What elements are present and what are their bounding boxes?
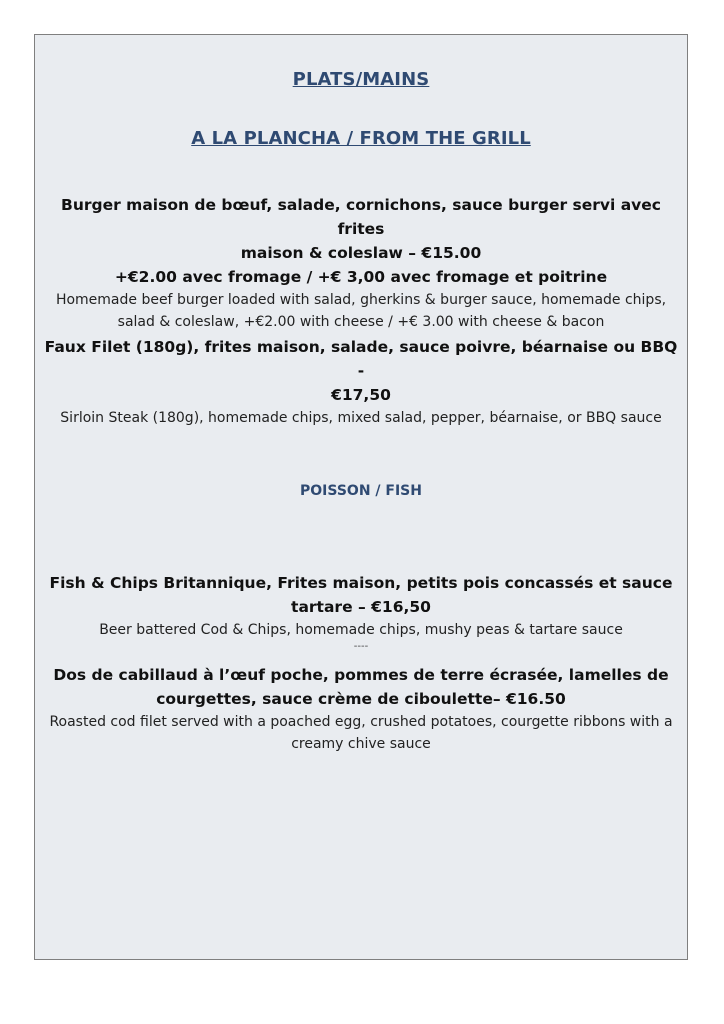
dish-description-en: creamy chive sauce <box>291 736 431 752</box>
menu-page <box>34 34 688 960</box>
dish-description-en: Roasted cod filet served with a poached egg, crushed potatoes, courgette ribbons with a <box>49 714 673 730</box>
dish-description-en: Homemade beef burger loaded with salad, gherkins & burger sauce, homemade chips, <box>55 292 667 308</box>
item-separator: ---- <box>353 641 369 652</box>
page-title: PLATS/MAINS <box>292 69 430 90</box>
dish-name-fr: tartare – €16,50 <box>291 598 431 616</box>
menu-item-faux-filet <box>43 335 679 429</box>
menu-item-burger <box>43 193 679 333</box>
menu-item-fish-and-chips <box>43 571 679 653</box>
dish-description-en: Beer battered Cod & Chips, homemade chips, mushy peas & tartare sauce <box>99 622 623 638</box>
dish-name-fr: Faux Filet (180g), frites maison, salade, sauce poivre, béarnaise ou BBQ - <box>44 338 678 380</box>
dish-name-fr: courgettes, sauce crème de ciboulette– €16.50 <box>156 690 566 708</box>
dish-name-fr: Dos de cabillaud à l’œuf poche, pommes de terre écrasée, lamelles de <box>53 666 669 684</box>
dish-price: €17,50 <box>331 386 391 404</box>
grill-section-title: A LA PLANCHA / FROM THE GRILL <box>191 128 531 149</box>
dish-description-en: salad & coleslaw, +€2.00 with cheese / +€ 3.00 with cheese & bacon <box>117 314 605 330</box>
fish-section-title: POISSON / FISH <box>300 483 422 499</box>
dish-extras-fr: +€2.00 avec fromage / +€ 3,00 avec fromage et poitrine <box>114 268 608 286</box>
dish-name-fr: Burger maison de bœuf, salade, cornichons, sauce burger servi avec frites <box>61 196 661 238</box>
menu-item-cod <box>43 663 679 755</box>
dish-name-fr: maison & coleslaw – €15.00 <box>240 244 482 262</box>
dish-description-en: Sirloin Steak (180g), homemade chips, mixed salad, pepper, béarnaise, or BBQ sauce <box>60 410 662 426</box>
dish-name-fr: Fish & Chips Britannique, Frites maison, petits pois concassés et sauce <box>49 574 673 592</box>
